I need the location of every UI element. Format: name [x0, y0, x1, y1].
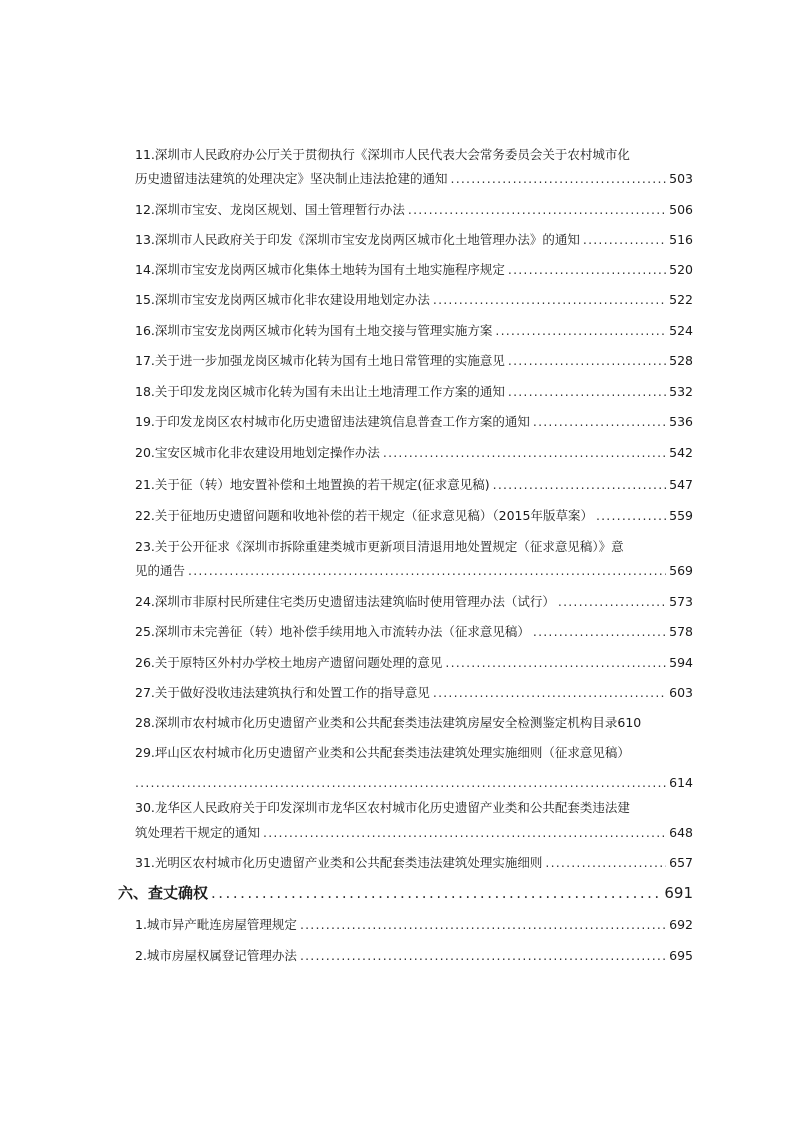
- dot-leader: [300, 944, 666, 968]
- toc-entry-17[interactable]: [135, 349, 693, 373]
- toc-page-number: 528: [669, 353, 693, 368]
- toc-page-number: 657: [669, 855, 693, 870]
- toc-entry-15[interactable]: [135, 288, 693, 312]
- toc-entry-title-line2: 筑处理若干规定的通知: [135, 825, 261, 840]
- toc-entry-30[interactable]: [135, 796, 693, 845]
- toc-entry-title: 26.关于原特区外村办学校土地房产遗留问题处理的意见: [135, 655, 443, 670]
- toc-page-number: 532: [669, 384, 693, 399]
- dot-leader: [433, 681, 666, 705]
- toc-entry-24[interactable]: [135, 590, 693, 614]
- toc-entry-21[interactable]: [135, 473, 693, 497]
- toc-section-heading[interactable]: [118, 880, 693, 906]
- toc-entry-title-line2: 见的通告: [135, 563, 186, 578]
- toc-page-number: 520: [669, 262, 693, 277]
- toc-entry-title: 12.深圳市宝安、龙岗区规划、国土管理暂行办法: [135, 202, 405, 217]
- dot-leader: [508, 380, 666, 404]
- section-title: 六、查丈确权: [118, 884, 209, 902]
- toc-page-number: 569: [669, 563, 693, 578]
- dot-leader: [583, 228, 666, 252]
- toc-page-number: 691: [664, 884, 693, 902]
- toc-page-number: 506: [669, 202, 693, 217]
- toc-entry-title-line2: 历史遗留违法建筑的处理决定》坚决制止违法抢建的通知: [135, 171, 448, 186]
- toc-entry-title: 21.关于征（转）地安置补偿和土地置换的若干规定(征求意见稿): [135, 477, 490, 492]
- toc-entry-title: 20.宝安区城市化非农建设用地划定操作办法: [135, 445, 380, 460]
- toc-page-number: 503: [669, 171, 693, 186]
- toc-entry-27[interactable]: [135, 681, 693, 705]
- toc-page-number: 542: [669, 445, 693, 460]
- toc-entry-title: 14.深圳市宝安龙岗两区城市化集体土地转为国有土地实施程序规定: [135, 262, 505, 277]
- toc-entry-20[interactable]: [135, 441, 693, 465]
- toc-entry-title: 17.关于进一步加强龙岗区城市化转为国有土地日常管理的实施意见: [135, 353, 505, 368]
- dot-leader: [300, 913, 666, 937]
- toc-entry-19[interactable]: [135, 410, 693, 434]
- dot-leader: [433, 288, 666, 312]
- toc-entry-title-line1: 29.坪山区农村城市化历史遗留产业类和公共配套类违法建筑处理实施细则（征求意见稿）: [135, 745, 630, 760]
- toc-page-number: 695: [669, 948, 693, 963]
- toc-entry-28[interactable]: [135, 711, 693, 735]
- toc-entry-26[interactable]: [135, 651, 693, 675]
- toc-entry-title: 24.深圳市非原村民所建住宅类历史遗留违法建筑临时使用管理办法（试行）: [135, 594, 555, 609]
- toc-entry-14[interactable]: [135, 258, 693, 282]
- toc-entry-12[interactable]: [135, 198, 693, 222]
- toc-entry-title-line1: 23.关于公开征求《深圳市拆除重建类城市更新项目清退用地处置规定（征求意见稿）》意: [135, 539, 624, 554]
- dot-leader: [451, 167, 667, 191]
- toc-entry-title: 2.城市房屋权属登记管理办法: [135, 948, 297, 963]
- toc-entry-title: 15.深圳市宝安龙岗两区城市化非农建设用地划定办法: [135, 292, 430, 307]
- toc-page-number: 522: [669, 292, 693, 307]
- dot-leader: [211, 880, 661, 906]
- toc-entry-18[interactable]: [135, 380, 693, 404]
- toc-entry-23[interactable]: [135, 535, 693, 583]
- toc-entry-title: 22.关于征地历史遗留问题和收地补偿的若干规定（征求意见稿）（2015年版草案）: [135, 508, 593, 523]
- dot-leader: [408, 198, 666, 222]
- toc-page-number: 578: [669, 624, 693, 639]
- toc-sub-entry-1[interactable]: [135, 913, 693, 937]
- toc-entry-title: 19.于印发龙岗区农村城市化历史遗留违法建筑信息普查工作方案的通知: [135, 414, 530, 429]
- toc-entry-title: 31.光明区农村城市化历史遗留产业类和公共配套类违法建筑处理实施细则: [135, 855, 543, 870]
- toc-page-number: 516: [669, 232, 693, 247]
- toc-page-number: 692: [669, 917, 693, 932]
- dot-leader: [495, 319, 666, 343]
- dot-leader: [188, 559, 666, 583]
- toc-page-number: 573: [669, 594, 693, 609]
- toc-page-number: 547: [669, 477, 693, 492]
- toc-page-number: 648: [669, 825, 693, 840]
- toc-page-number: 559: [669, 508, 693, 523]
- toc-page-number: 614: [669, 775, 693, 790]
- toc-entry-title: 1.城市异产毗连房屋管理规定: [135, 917, 297, 932]
- dot-leader: [493, 473, 667, 497]
- toc-entry-title-line1: 11.深圳市人民政府办公厅关于贯彻执行《深圳市人民代表大会常务委员会关于农村城市化: [135, 147, 630, 162]
- toc-entry-title: 25.深圳市未完善征（转）地补偿手续用地入市流转办法（征求意见稿）: [135, 624, 530, 639]
- toc-entry-13[interactable]: [135, 228, 693, 252]
- toc-entry-title: 28.深圳市农村城市化历史遗留产业类和公共配套类违法建筑房屋安全检测鉴定机构目录: [135, 715, 618, 730]
- toc-entry-title: 16.深圳市宝安龙岗两区城市化转为国有土地交接与管理实施方案: [135, 323, 493, 338]
- toc-entry-16[interactable]: [135, 319, 693, 343]
- toc-entry-title: 18.关于印发龙岗区城市化转为国有未出让土地清理工作方案的通知: [135, 384, 505, 399]
- toc-entry-29[interactable]: [135, 741, 693, 795]
- dot-leader: [545, 851, 666, 875]
- dot-leader: [263, 821, 666, 845]
- toc-sub-entry-2[interactable]: [135, 944, 693, 968]
- toc-entry-22[interactable]: [135, 504, 693, 528]
- toc-entry-11[interactable]: [135, 143, 693, 191]
- toc-entry-title-line1: 30.龙华区人民政府关于印发深圳市龙华区农村城市化历史遗留产业类和公共配套类违法建: [135, 800, 630, 815]
- toc-entry-31[interactable]: [135, 851, 693, 875]
- dot-leader: [558, 590, 666, 614]
- toc-page-number: 524: [669, 323, 693, 338]
- dot-leader: [135, 771, 666, 795]
- toc-entry-title: 27.关于做好没收违法建筑执行和处置工作的指导意见: [135, 685, 430, 700]
- dot-leader: [596, 504, 666, 528]
- dot-leader: [508, 258, 666, 282]
- dot-leader: [533, 620, 666, 644]
- toc-entry-25[interactable]: [135, 620, 693, 644]
- toc-page-number: 594: [669, 655, 693, 670]
- dot-leader: [445, 651, 666, 675]
- dot-leader: [383, 441, 666, 465]
- toc-entry-title: 13.深圳市人民政府关于印发《深圳市宝安龙岗两区城市化土地管理办法》的通知: [135, 232, 580, 247]
- toc-page-number: 603: [669, 685, 693, 700]
- dot-leader: [508, 349, 666, 373]
- toc-page-number: 610: [617, 715, 642, 730]
- toc-page-number: 536: [669, 414, 693, 429]
- dot-leader: [533, 410, 666, 434]
